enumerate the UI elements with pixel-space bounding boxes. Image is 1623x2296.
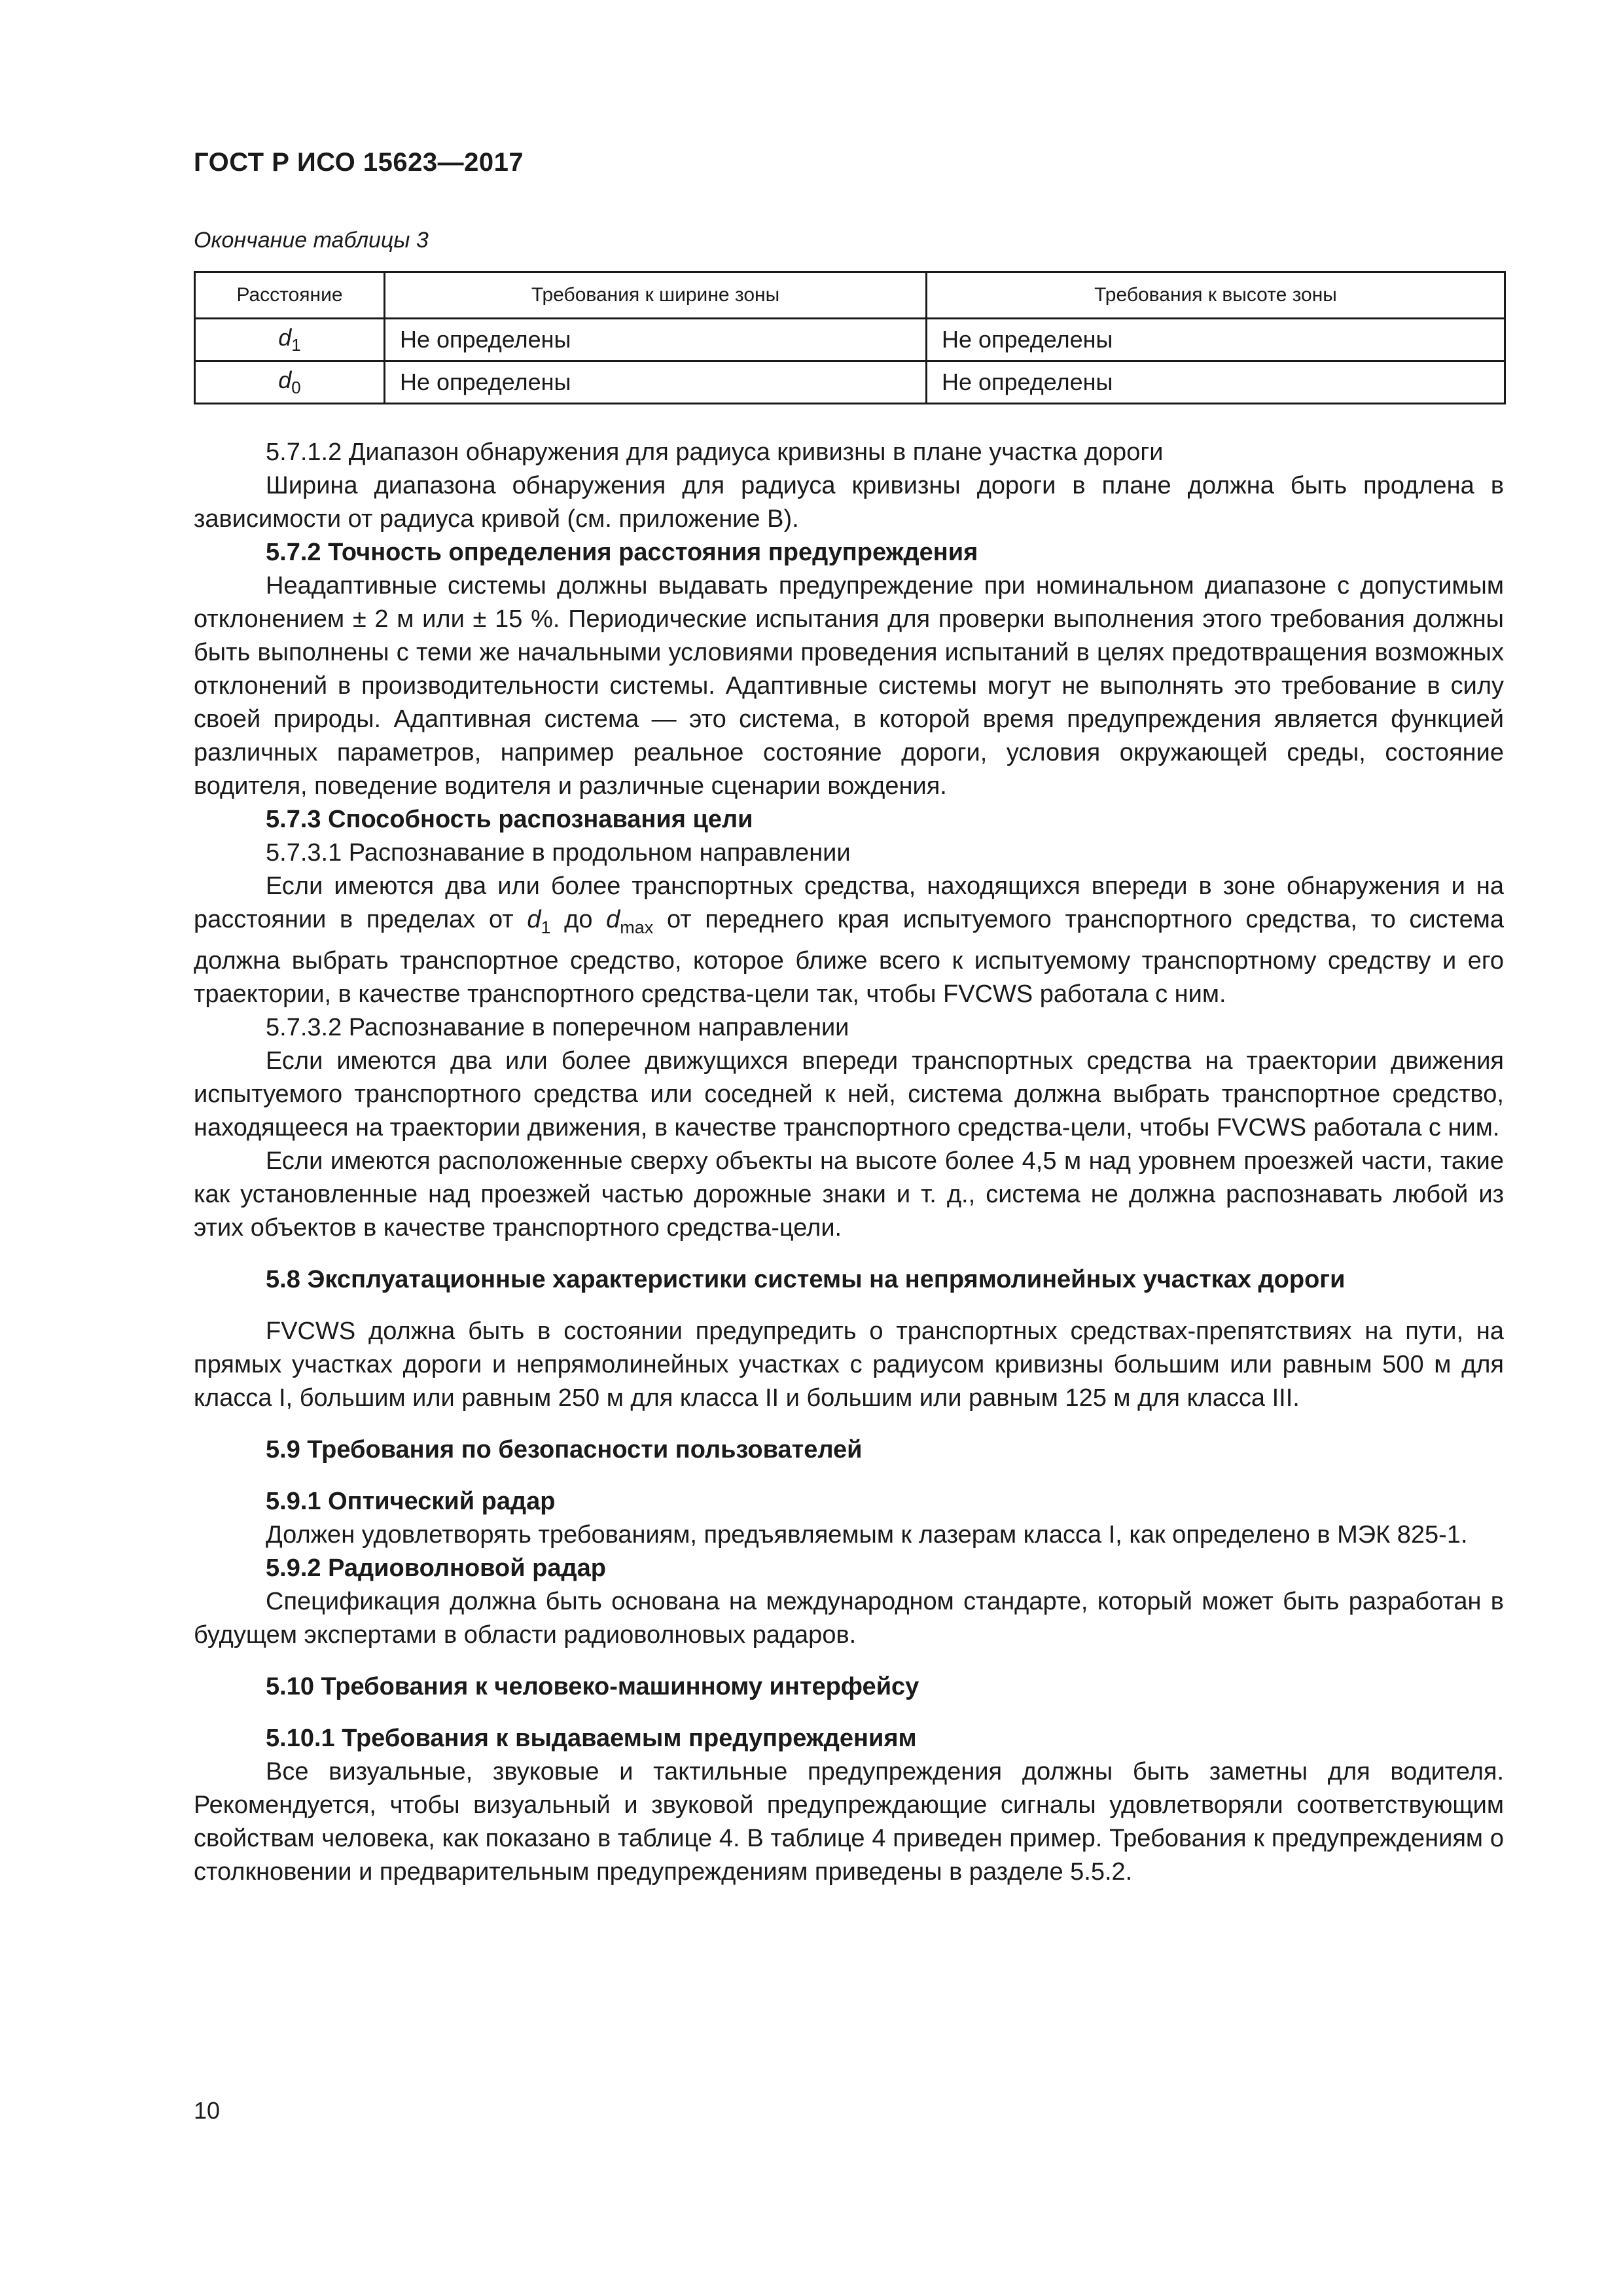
column-header-width: Требования к ширине зоны: [385, 272, 927, 319]
distance-symbol: d: [278, 366, 292, 393]
section-heading-5-8: 5.8 Эксплуатационные характеристики системы на непрямолинейных участках дороги: [266, 1266, 1346, 1293]
distance-cell: [195, 361, 385, 404]
paragraph-5-7-3-2-b: Если имеются расположенные сверху объекты на высоте более 4,5 м над уровнем проезжей части, такие как установленные над проезжей частью дорожные знаки и т. д., система не должна распознавать любой из этих объектов в качестве транспортного средства-цели.: [194, 1147, 1504, 1242]
distance-symbol: d: [527, 906, 541, 933]
section-heading-5-10: 5.10 Требования к человеко-машинному интерфейсу: [266, 1673, 919, 1700]
height-cell: Не определены: [927, 319, 1505, 361]
paragraph-5-10-1: Все визуальные, звуковые и тактильные предупреждения должны быть заметны для водителя. Рекомендуется, чтобы визуальный и звуковой предупреждающие сигналы удовлетворяли соответствующим свойствам человека, как показано в таблице 4. В таблице 4 приведен пример. Требования к предупреждениям о столкновении и предварительным предупреждениям приведены в разделе 5.5.2.: [194, 1758, 1504, 1886]
paragraph-5-7-3-1: Если имеются два или более транспортных средства, находящихся впереди в зоне обнаружения и на расстоянии в пределах от $d_1$ до $d_{max}$ от переднего края испытуемого транспортного средства, то система должна выбрать транспортное средство, которое ближе всего к испытуемому транспортному средству и его траектории, в качестве транспортного средства-цели так, чтобы FVCWS работала с ним.: [194, 872, 1504, 1008]
width-cell: Не определены: [385, 319, 927, 361]
column-header-height: Требования к высоте зоны: [927, 272, 1505, 319]
paragraph-5-7-1-2: Ширина диапазона обнаружения для радиуса кривизны дороги в плане должна быть продлена в зависимости от радиуса кривой (см. приложение В).: [194, 472, 1504, 533]
section-title-5-7-3-1: 5.7.3.1 Распознавание в продольном направлении: [266, 839, 851, 867]
table-header-row: [195, 272, 1505, 319]
distance-cell: [195, 319, 385, 361]
table-3: [194, 271, 1506, 404]
section-title-5-7-3-2: 5.7.3.2 Распознавание в поперечном направлении: [266, 1014, 849, 1041]
section-heading-5-7-2: 5.7.2 Точность определения расстояния предупреждения: [266, 539, 978, 566]
paragraph-5-7-2: Неадаптивные системы должны выдавать предупреждение при номинальном диапазоне с допустимым отклонением ± 2 м или ± 15 %. Периодические испытания для проверки выполнения этого требования должны быть выполнены с теми же начальными условиями проведения испытаний в целях предотвращения возможных отклонений в производительности системы. Адаптивные системы могут не выполнять это требование в силу своей природы. Адаптивная система — это система, в которой время предупреждения является функцией различных параметров, например реальное состояние дороги, условия окружающей среды, состояние водителя, поведение водителя и различные сценарии вождения.: [194, 572, 1504, 800]
standard-header: ГОСТ Р ИСО 15623—2017: [194, 148, 524, 177]
distance-subscript: 1: [541, 918, 551, 937]
table-row: [195, 361, 1505, 404]
distance-subscript: 1: [291, 335, 301, 355]
page-number: 10: [194, 2097, 221, 2124]
distance-subscript: 0: [291, 378, 301, 398]
section-heading-5-10-1: 5.10.1 Требования к выдаваемым предупреждениям: [266, 1725, 917, 1752]
table-row: [195, 319, 1505, 361]
width-cell: Не определены: [385, 361, 927, 404]
paragraph-5-9-2: Спецификация должна быть основана на международном стандарте, который может быть разработан в будущем экспертами в области радиоволновых радаров.: [194, 1588, 1504, 1649]
section-heading-5-9: 5.9 Требования по безопасности пользователей: [266, 1436, 863, 1463]
table-caption: Окончание таблицы 3: [194, 228, 429, 253]
section-heading-5-9-2: 5.9.2 Радиоволновой радар: [266, 1554, 606, 1582]
paragraph-5-8: FVCWS должна быть в состоянии предупредить о транспортных средствах-препятствиях на пути, на прямых участках дороги и непрямолинейных участках с радиусом кривизны большим или равным 500 м для класса I, большим или равным 250 м для класса II и большим или равным 125 м для класса III.: [194, 1318, 1504, 1412]
distance-symbol: d: [278, 323, 292, 351]
section-heading-5-7-3: 5.7.3 Способность распознавания цели: [266, 806, 753, 833]
distance-symbol: d: [606, 906, 620, 933]
column-header-distance: Расстояние: [195, 272, 385, 319]
section-title-5-7-1-2: 5.7.1.2 Диапазон обнаружения для радиуса кривизны в плане участка дороги: [266, 439, 1164, 466]
body-text: [194, 436, 1504, 1889]
height-cell: Не определены: [927, 361, 1505, 404]
distance-subscript: max: [620, 918, 654, 937]
paragraph-5-9-1: Должен удовлетворять требованиям, предъявляемым к лазерам класса I, как определено в МЭК 825-1.: [266, 1521, 1468, 1549]
section-heading-5-9-1: 5.9.1 Оптический радар: [266, 1488, 556, 1515]
paragraph-5-7-3-2-a: Если имеются два или более движущихся впереди транспортных средства на траектории движения испытуемого транспортного средства или соседней к ней, система должна выбрать транспортное средство, находящееся на траектории движения, в качестве транспортного средства-цели, чтобы FVCWS работала с ним.: [194, 1047, 1504, 1141]
